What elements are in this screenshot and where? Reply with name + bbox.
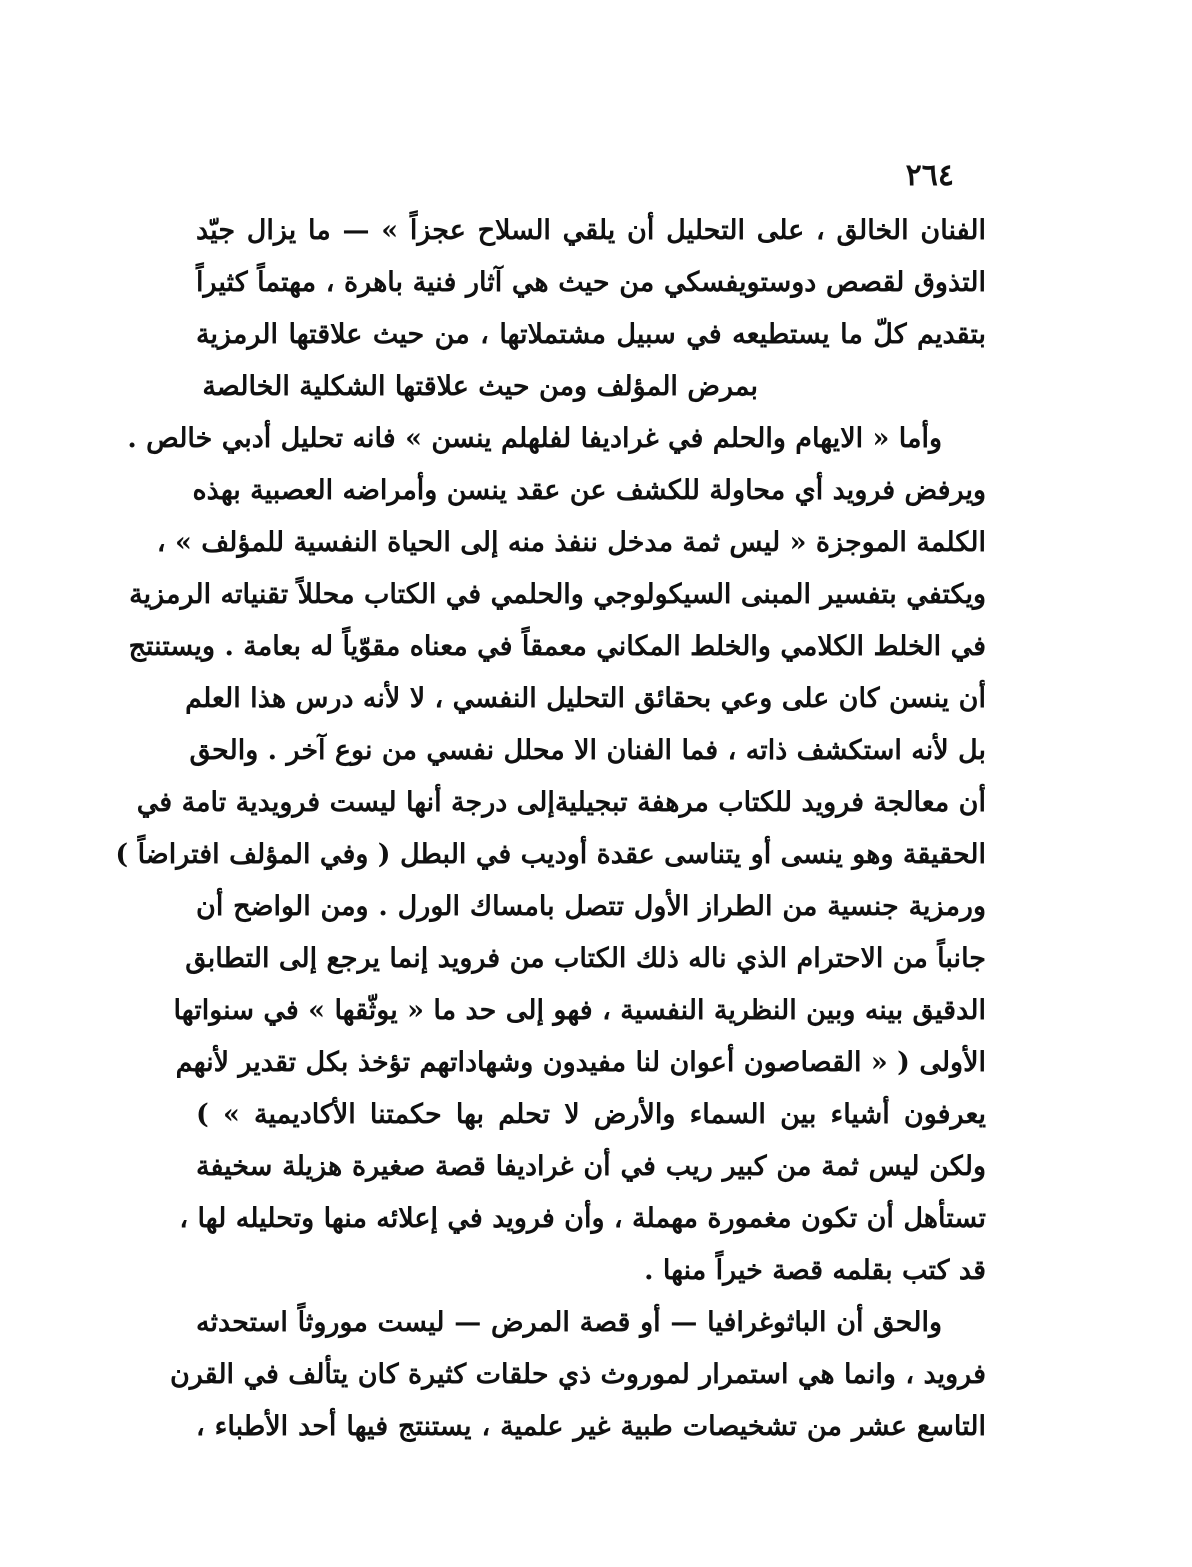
text-line: الأولى ( « القصاصون أعوان لنا مفيدون وشهاداتهم تؤخذ بكل تقدير لأنهم <box>175 1047 986 1078</box>
text-line: بل لأنه استكشف ذاته ، فما الفنان الا محلل نفسي من نوع آخر . والحق <box>189 735 986 766</box>
text-line: التاسع عشر من تشخيصات طبية غير علمية ، يستنتج فيها أحد الأطباء ، <box>196 1411 986 1442</box>
text-line: جانباً من الاحترام الذي ناله ذلك الكتاب من فرويد إنما يرجع إلى التطابق <box>185 943 986 974</box>
paragraph-start-line: والحق أن الباثوغرافيا — أو قصة المرض — ليست موروثاً استحدثه <box>196 1307 942 1338</box>
text-line: ويرفض فرويد أي محاولة للكشف عن عقد ينسن وأمراضه العصبية بهذه <box>192 475 986 506</box>
text-line: أن معالجة فرويد للكتاب مرهفة تبجيليةإلى درجة أنها ليست فرويدية تامة في <box>136 787 986 818</box>
text-line: الحقيقة وهو ينسى أو يتناسى عقدة أوديب في البطل ( وفي المؤلف افتراضاً ) <box>115 839 986 870</box>
text-line: فرويد ، وانما هي استمرار لموروث ذي حلقات كثيرة كان يتألف في القرن <box>169 1359 986 1390</box>
text-line: تستأهل أن تكون مغمورة مهملة ، وأن فرويد في إعلائه منها وتحليله لها ، <box>179 1203 986 1234</box>
body-text <box>115 205 986 1453</box>
text-line: الكلمة الموجزة « ليس ثمة مدخل ننفذ منه إلى الحياة النفسية للمؤلف » ، <box>156 527 986 558</box>
page-number: ٢٦٤ <box>905 158 954 193</box>
text-line: ولكن ليس ثمة من كبير ريب في أن غراديفا قصة صغيرة هزيلة سخيفة <box>196 1151 986 1182</box>
text-line: في الخلط الكلامي والخلط المكاني معمقاً في معناه مقوّياً له بعامة . ويستنتج <box>128 631 986 662</box>
text-line: الفنان الخالق ، على التحليل أن يلقي السلاح عجزاً » — ما يزال جيّد <box>196 215 986 246</box>
text-line: التذوق لقصص دوستويفسكي من حيث هي آثار فنية باهرة ، مهتماً كثيراً <box>196 267 986 298</box>
text-line: الدقيق بينه وبين النظرية النفسية ، فهو إلى حد ما « يوثّقها » في سنواتها <box>173 995 986 1026</box>
text-line: ويكتفي بتفسير المبنى السيكولوجي والحلمي في الكتاب محللاً تقنياته الرمزية <box>129 579 986 610</box>
text-line: بتقديم كلّ ما يستطيعه في سبيل مشتملاتها ، من حيث علاقتها الرمزية <box>196 319 986 350</box>
text-line: ورمزية جنسية من الطراز الأول تتصل بامساك الورل . ومن الواضح أن <box>196 891 986 922</box>
text-line: بمرض المؤلف ومن حيث علاقتها الشكلية الخالصة <box>202 371 758 402</box>
paragraph-end-line: قد كتب بقلمه قصة خيراً منها . <box>644 1255 986 1286</box>
paragraph-start-line: وأما « الايهام والحلم في غراديفا لفلهلم ينسن » فانه تحليل أدبي خالص . <box>127 423 942 454</box>
text-line: أن ينسن كان على وعي بحقائق التحليل النفسي ، لا لأنه درس هذا العلم <box>185 683 986 714</box>
text-line: يعرفون أشياء بين السماء والأرض لا تحلم بها حكمتنا الأكاديمية » ) <box>196 1099 986 1130</box>
